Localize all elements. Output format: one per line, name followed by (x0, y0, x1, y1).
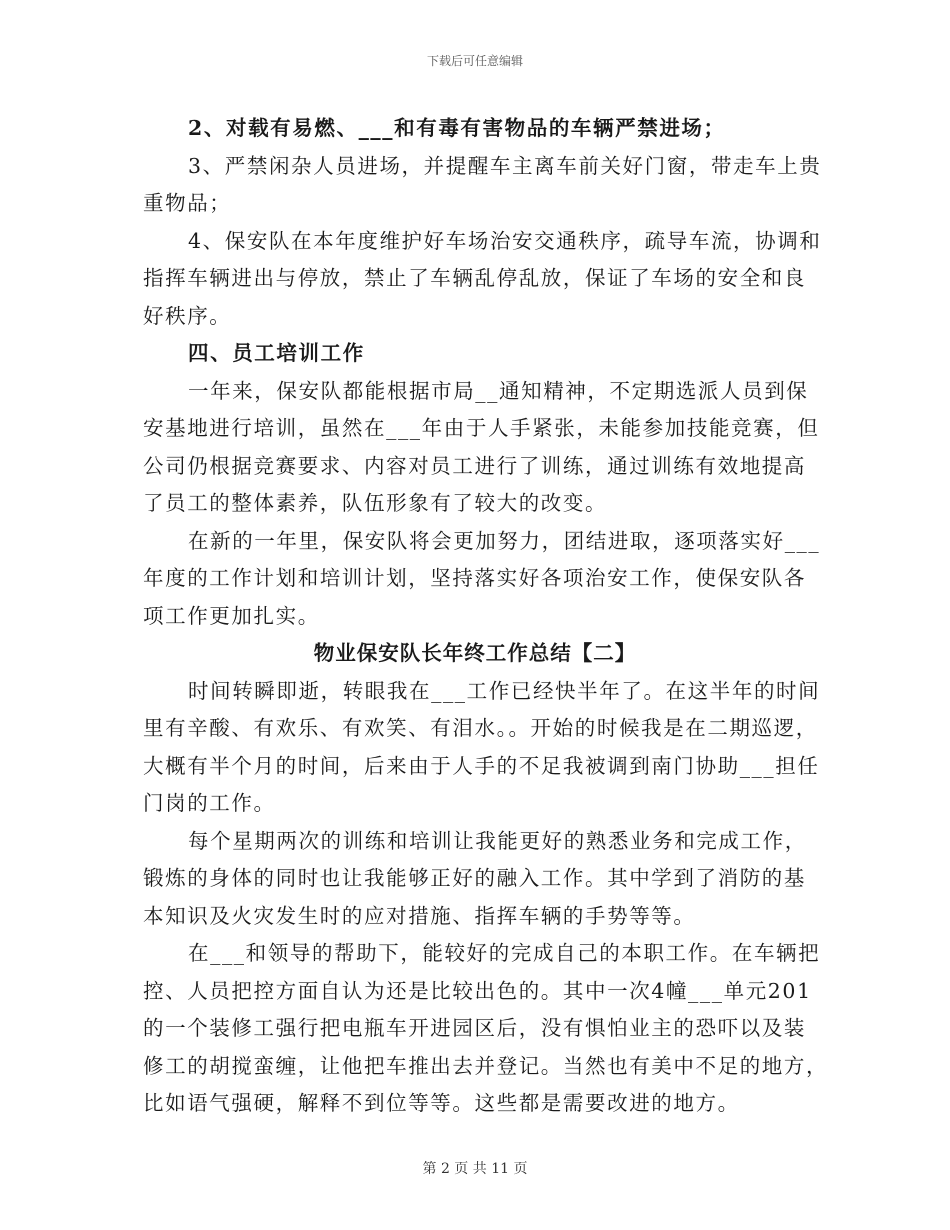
paragraph-line: 本知识及火灾发生时的应对措施、指挥车辆的手势等等。 (143, 903, 696, 928)
paragraph-line: 项工作更加扎实。 (143, 603, 320, 628)
paragraph-line: 的一个装修工强行把电瓶车开进园区后，没有惧怕业主的恐吓以及装 (143, 1016, 806, 1040)
paragraph-line: 3、严禁闲杂人员进场，并提醒车主离车前关好门窗，带走车上贵 (188, 153, 822, 178)
paragraph-line: 大概有半个月的时间，后来由于人手的不足我被调到南门协助___担任 (143, 753, 820, 778)
paragraph-line: 安基地进行培训，虽然在___年由于人手紧张，未能参加技能竞赛，但 (143, 416, 820, 440)
paragraph-line: 一年来，保安队都能根据市局__通知精神，不定期选派人员到保 (188, 378, 809, 403)
document-title: 物业保安队长年终工作总结【二】 (313, 641, 637, 665)
paragraph-line: 里有辛酸、有欢乐、有欢笑、有泪水。。开始的时候我是在二期巡逻， (143, 716, 818, 740)
section-heading: 四、员工培训工作 (188, 341, 365, 365)
paragraph-line: 年度的工作计划和培训计划，坚持落实好各项治安工作，使保安队各 (143, 566, 806, 590)
paragraph-line: 重物品； (143, 191, 232, 215)
paragraph-line: 每个星期两次的训练和培训让我能更好的熟悉业务和完成工作， (188, 828, 807, 853)
paragraph-line: 门岗的工作。 (143, 791, 276, 815)
paragraph-line: 指挥车辆进出与停放，禁止了车辆乱停乱放，保证了车场的安全和良 (143, 266, 806, 290)
paragraph-line: 好秩序。 (143, 303, 232, 328)
paragraph-line: 在___和领导的帮助下，能较好的完成自己的本职工作。在车辆把 (188, 941, 821, 965)
paragraph-line: 在新的一年里，保安队将会更加努力，团结进取，逐项落实好___ (188, 528, 821, 553)
paragraph-line: 比如语气强硬，解释不到位等等。这些都是需要改进的地方。 (143, 1091, 740, 1115)
paragraph-line: 了员工的整体素养，队伍形象有了较大的改变。 (143, 491, 608, 515)
page-footer: 第 2 页 共 11 页 (422, 1161, 528, 1177)
paragraph-line: 控、人员把控方面自认为还是比较出色的。其中一次4幢___单元201 (143, 978, 812, 1003)
paragraph-line: 时间转瞬即逝，转眼我在___工作已经快半年了。在这半年的时间 (188, 678, 821, 703)
document-body (143, 110, 829, 1123)
paragraph-line: 锻炼的身体的同时也让我能够正好的融入工作。其中学到了消防的基 (143, 866, 806, 890)
page-header: 下载后可任意编辑 (426, 54, 523, 68)
paragraph-line: 2、对载有易燃、___和有毒有害物品的车辆严禁进场； (188, 116, 726, 140)
paragraph-line: 公司仍根据竞赛要求、内容对员工进行了训练，通过训练有效地提高 (143, 453, 806, 478)
paragraph-line: 修工的胡搅蛮缠，让他把车推出去并登记。当然也有美中不足的地方， (143, 1053, 829, 1078)
paragraph-line: 4、保安队在本年度维护好车场治安交通秩序，疏导车流，协调和 (188, 228, 822, 253)
